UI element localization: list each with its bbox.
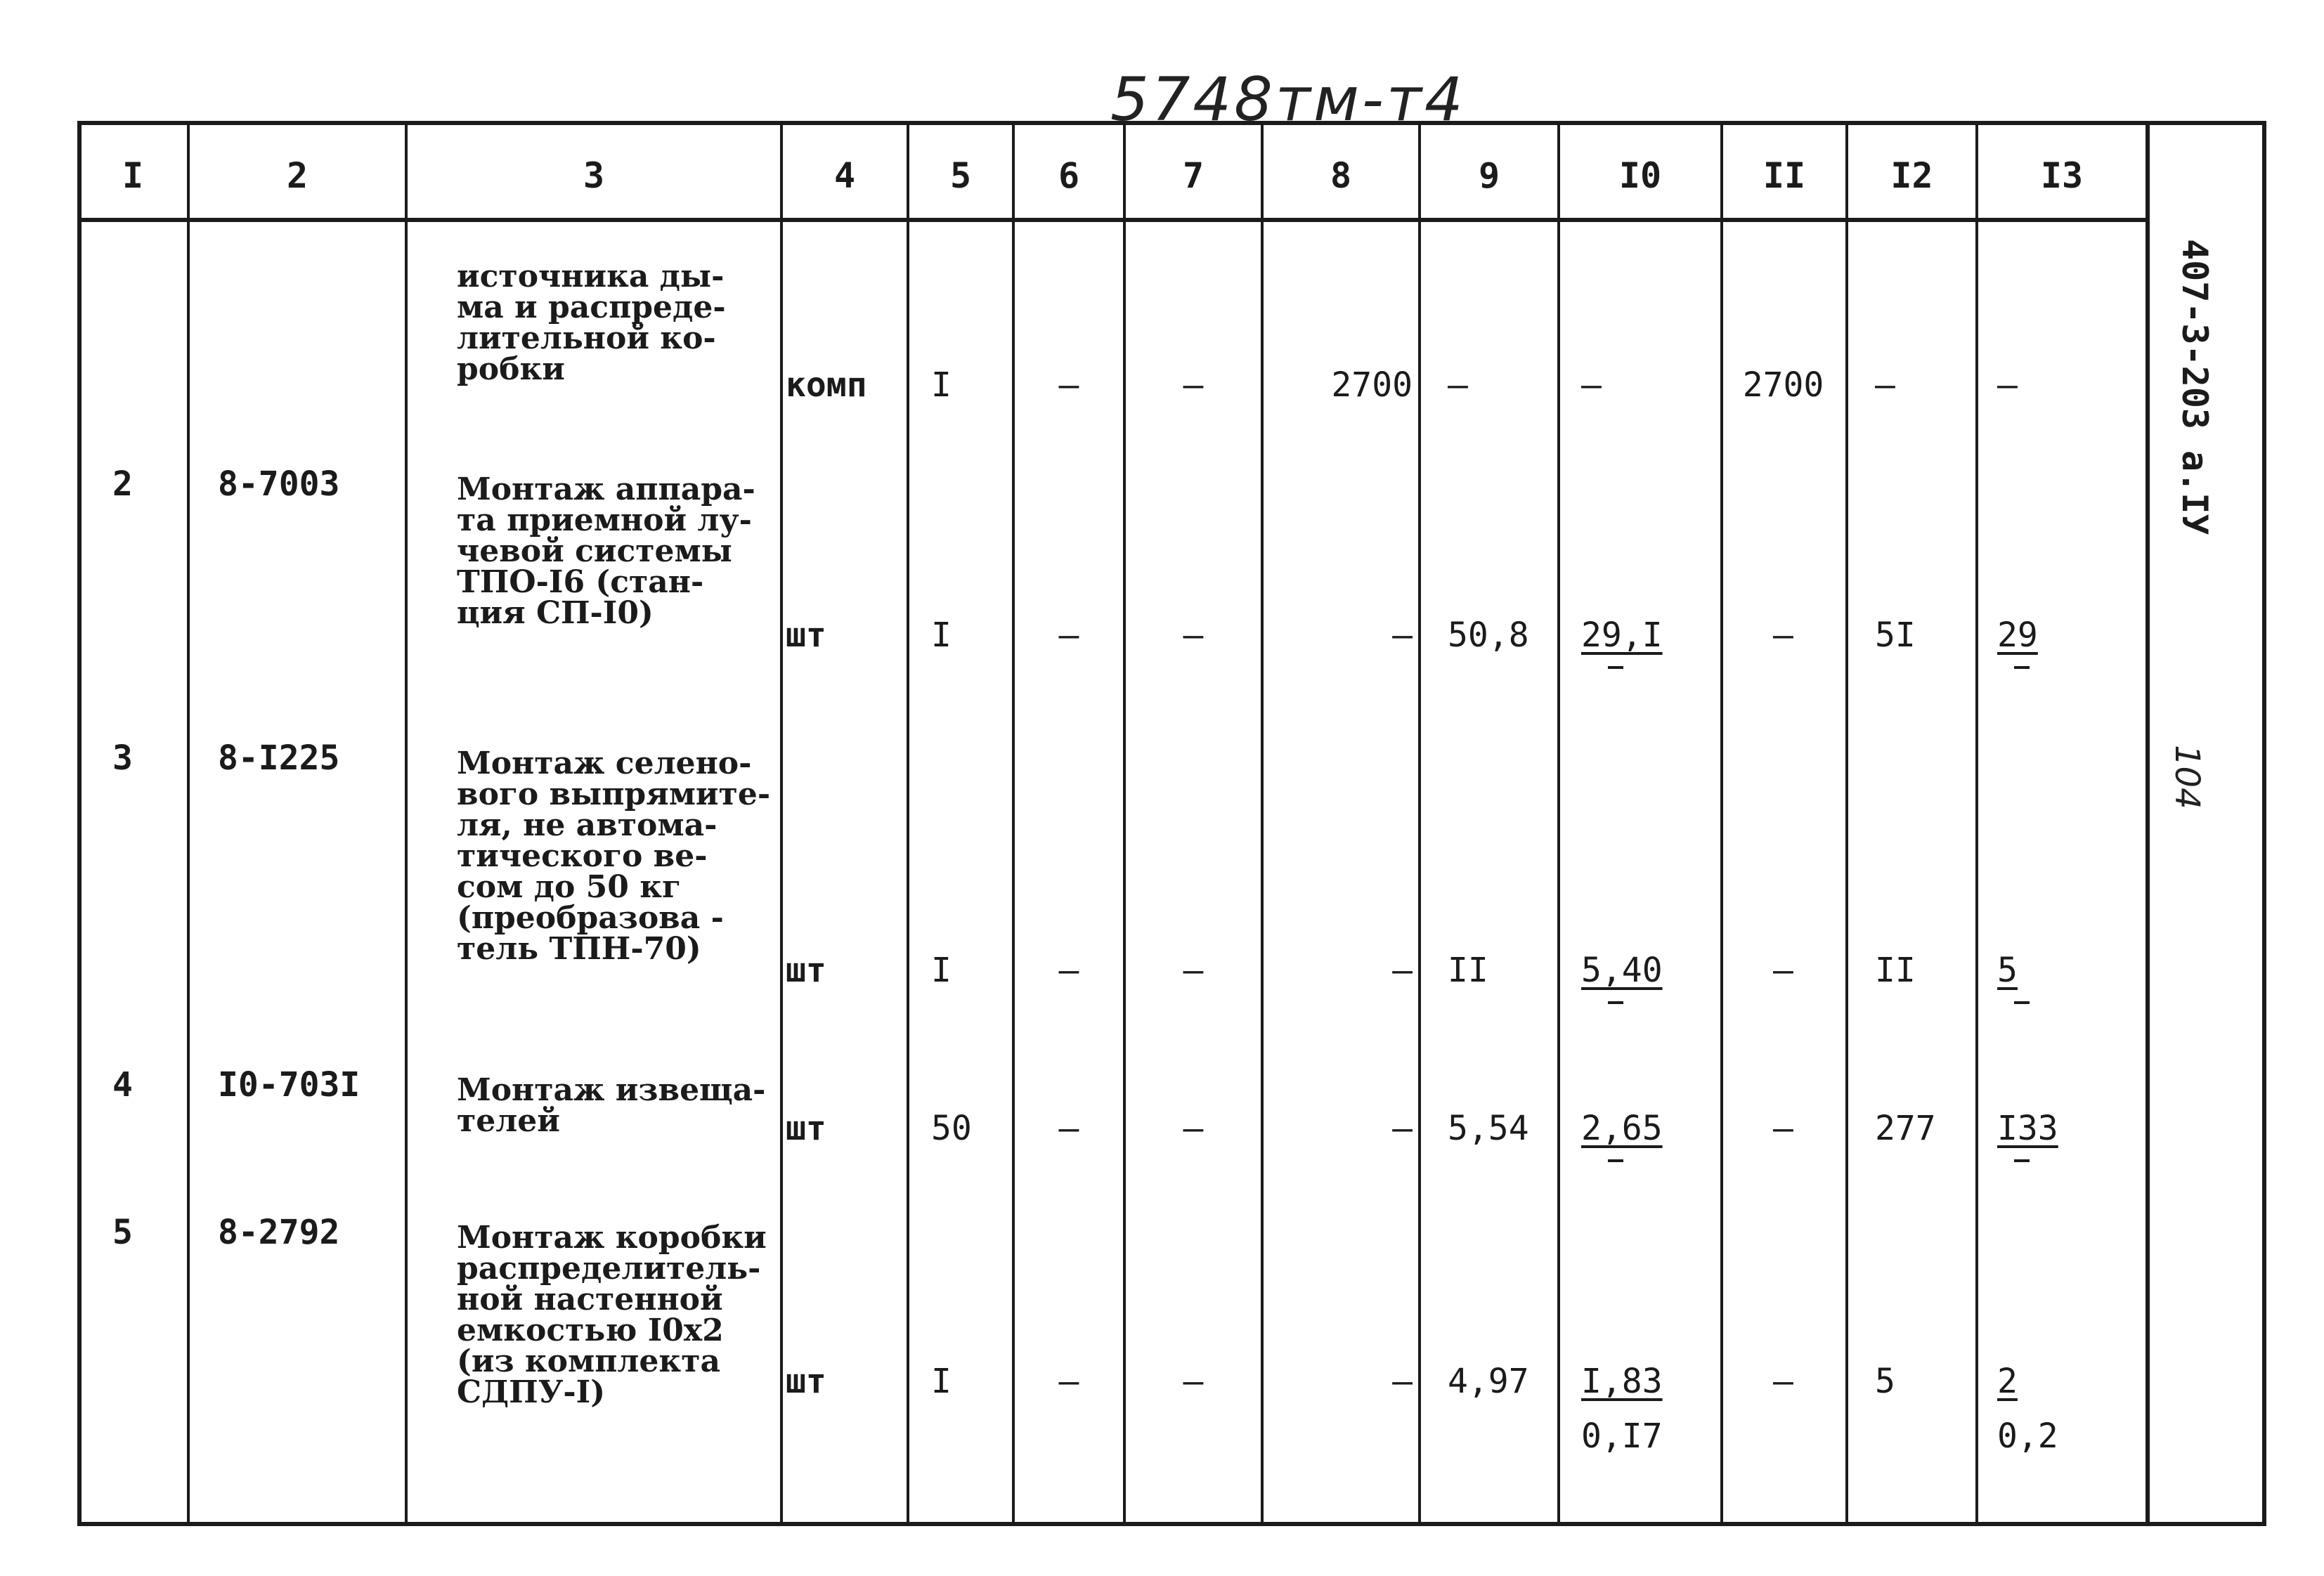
row-col-9: II	[1448, 951, 1488, 990]
column-header: 3	[583, 155, 605, 196]
row-unit: комп	[786, 365, 867, 405]
page-number: 104	[2167, 745, 2207, 809]
row-col-13: 5	[1997, 951, 2018, 990]
column-divider	[1261, 121, 1264, 1526]
handwritten-code: 5748тм-т4	[1110, 65, 1466, 135]
column-divider	[1418, 121, 1421, 1526]
column-divider	[1975, 121, 1978, 1526]
column-divider	[1845, 121, 1848, 1526]
column-header: 7	[1182, 155, 1205, 196]
column-divider	[1720, 121, 1723, 1526]
row-col-9: 50,8	[1448, 616, 1529, 655]
row-col-8: 2700	[1331, 365, 1413, 405]
column-header: 2	[286, 155, 309, 196]
row-col-9: 5,54	[1448, 1109, 1529, 1148]
row-col-11: –	[1773, 1109, 1793, 1148]
row-col-13-sub: 0,2	[1997, 1417, 2058, 1456]
row-description: Монтаж извеща- телей	[457, 1072, 766, 1139]
column-divider	[187, 121, 190, 1526]
row-unit: шт	[786, 616, 826, 655]
sub-dash	[1608, 666, 1623, 669]
row-col-13: 2	[1997, 1362, 2018, 1401]
row-quantity: I	[931, 1362, 952, 1401]
column-header: 9	[1478, 155, 1500, 196]
row-col-9: 4,97	[1448, 1362, 1529, 1401]
row-code: 8-2792	[218, 1213, 340, 1252]
column-divider	[780, 121, 783, 1526]
row-col-7: –	[1183, 1109, 1204, 1148]
column-divider	[1557, 121, 1560, 1526]
row-col-6: –	[1058, 1362, 1079, 1401]
row-quantity: I	[931, 951, 952, 990]
column-header: 5	[949, 155, 972, 196]
row-description: источника ды- ма и распреде- лительной ко- робки	[457, 259, 726, 387]
row-col-7: –	[1183, 1362, 1204, 1401]
column-header: 6	[1058, 155, 1080, 196]
row-unit: шт	[786, 1109, 826, 1148]
row-col-8: –	[1392, 616, 1413, 655]
sub-dash	[1608, 1159, 1623, 1162]
row-col-7: –	[1183, 951, 1204, 990]
row-col-10-sub: 0,I7	[1581, 1417, 1663, 1456]
column-divider	[2146, 121, 2150, 1526]
row-col-11: –	[1773, 951, 1793, 990]
row-col-7: –	[1183, 616, 1204, 655]
column-header: I2	[1890, 155, 1933, 196]
column-header: 8	[1330, 155, 1352, 196]
row-col-12: 277	[1875, 1109, 1936, 1148]
row-quantity: 50	[931, 1109, 972, 1148]
row-col-12: 5I	[1875, 616, 1916, 655]
row-col-9: –	[1448, 365, 1468, 405]
row-col-7: –	[1183, 365, 1204, 405]
row-col-8: –	[1392, 1109, 1413, 1148]
header-divider	[77, 218, 2147, 222]
row-col-10: –	[1581, 365, 1602, 405]
row-col-8: –	[1392, 951, 1413, 990]
row-col-10: 29,I	[1581, 616, 1663, 655]
row-col-13: –	[1997, 365, 2018, 405]
row-col-6: –	[1058, 616, 1079, 655]
column-header: I3	[2040, 155, 2084, 196]
row-code: I0-703I	[218, 1065, 361, 1105]
sub-dash	[2014, 666, 2030, 669]
row-col-6: –	[1058, 951, 1079, 990]
row-col-8: –	[1392, 1362, 1413, 1401]
row-number: 3	[112, 738, 133, 778]
sub-dash	[2014, 1001, 2030, 1004]
column-header: 4	[833, 155, 856, 196]
row-col-10: 2,65	[1581, 1109, 1663, 1148]
row-col-12: II	[1875, 951, 1916, 990]
row-col-10: I,83	[1581, 1362, 1663, 1401]
row-number: 4	[112, 1065, 133, 1105]
row-quantity: I	[931, 365, 952, 405]
column-header: I0	[1618, 155, 1662, 196]
row-description: Монтаж селено- вого выпрямите- ля, не автома- тического ве- сом до 50 кг (преобразова - тель ТПН-70)	[457, 745, 771, 967]
document-code: 407-3-203 а.IУ	[2174, 239, 2215, 535]
row-unit: шт	[786, 951, 826, 990]
row-col-12: –	[1875, 365, 1895, 405]
row-col-11: –	[1773, 616, 1793, 655]
row-col-11: –	[1773, 1362, 1793, 1401]
column-divider	[1123, 121, 1126, 1526]
row-quantity: I	[931, 616, 952, 655]
column-header: II	[1763, 155, 1806, 196]
row-col-13: 29	[1997, 616, 2038, 655]
row-code: 8-7003	[218, 464, 340, 504]
row-col-6: –	[1058, 1109, 1079, 1148]
sub-dash	[1608, 1001, 1623, 1004]
row-code: 8-I225	[218, 738, 340, 778]
row-col-11: 2700	[1742, 365, 1824, 405]
row-col-13: I33	[1997, 1109, 2058, 1148]
column-divider	[1012, 121, 1015, 1526]
column-divider	[405, 121, 408, 1526]
row-col-10: 5,40	[1581, 951, 1663, 990]
row-description: Монтаж аппара- та приемной лу- чевой системы ТПО-I6 (стан- ция СП-I0)	[457, 471, 755, 631]
row-col-6: –	[1058, 365, 1079, 405]
sub-dash	[2014, 1159, 2030, 1162]
row-number: 2	[112, 464, 133, 504]
column-header: I	[122, 155, 144, 196]
row-col-12: 5	[1875, 1362, 1895, 1401]
row-description: Монтаж коробки распределитель- ной настенной емкостью I0x2 (из комплекта СДПУ-I)	[457, 1220, 767, 1410]
row-unit: шт	[786, 1362, 826, 1401]
row-number: 5	[112, 1213, 133, 1252]
column-divider	[907, 121, 909, 1526]
